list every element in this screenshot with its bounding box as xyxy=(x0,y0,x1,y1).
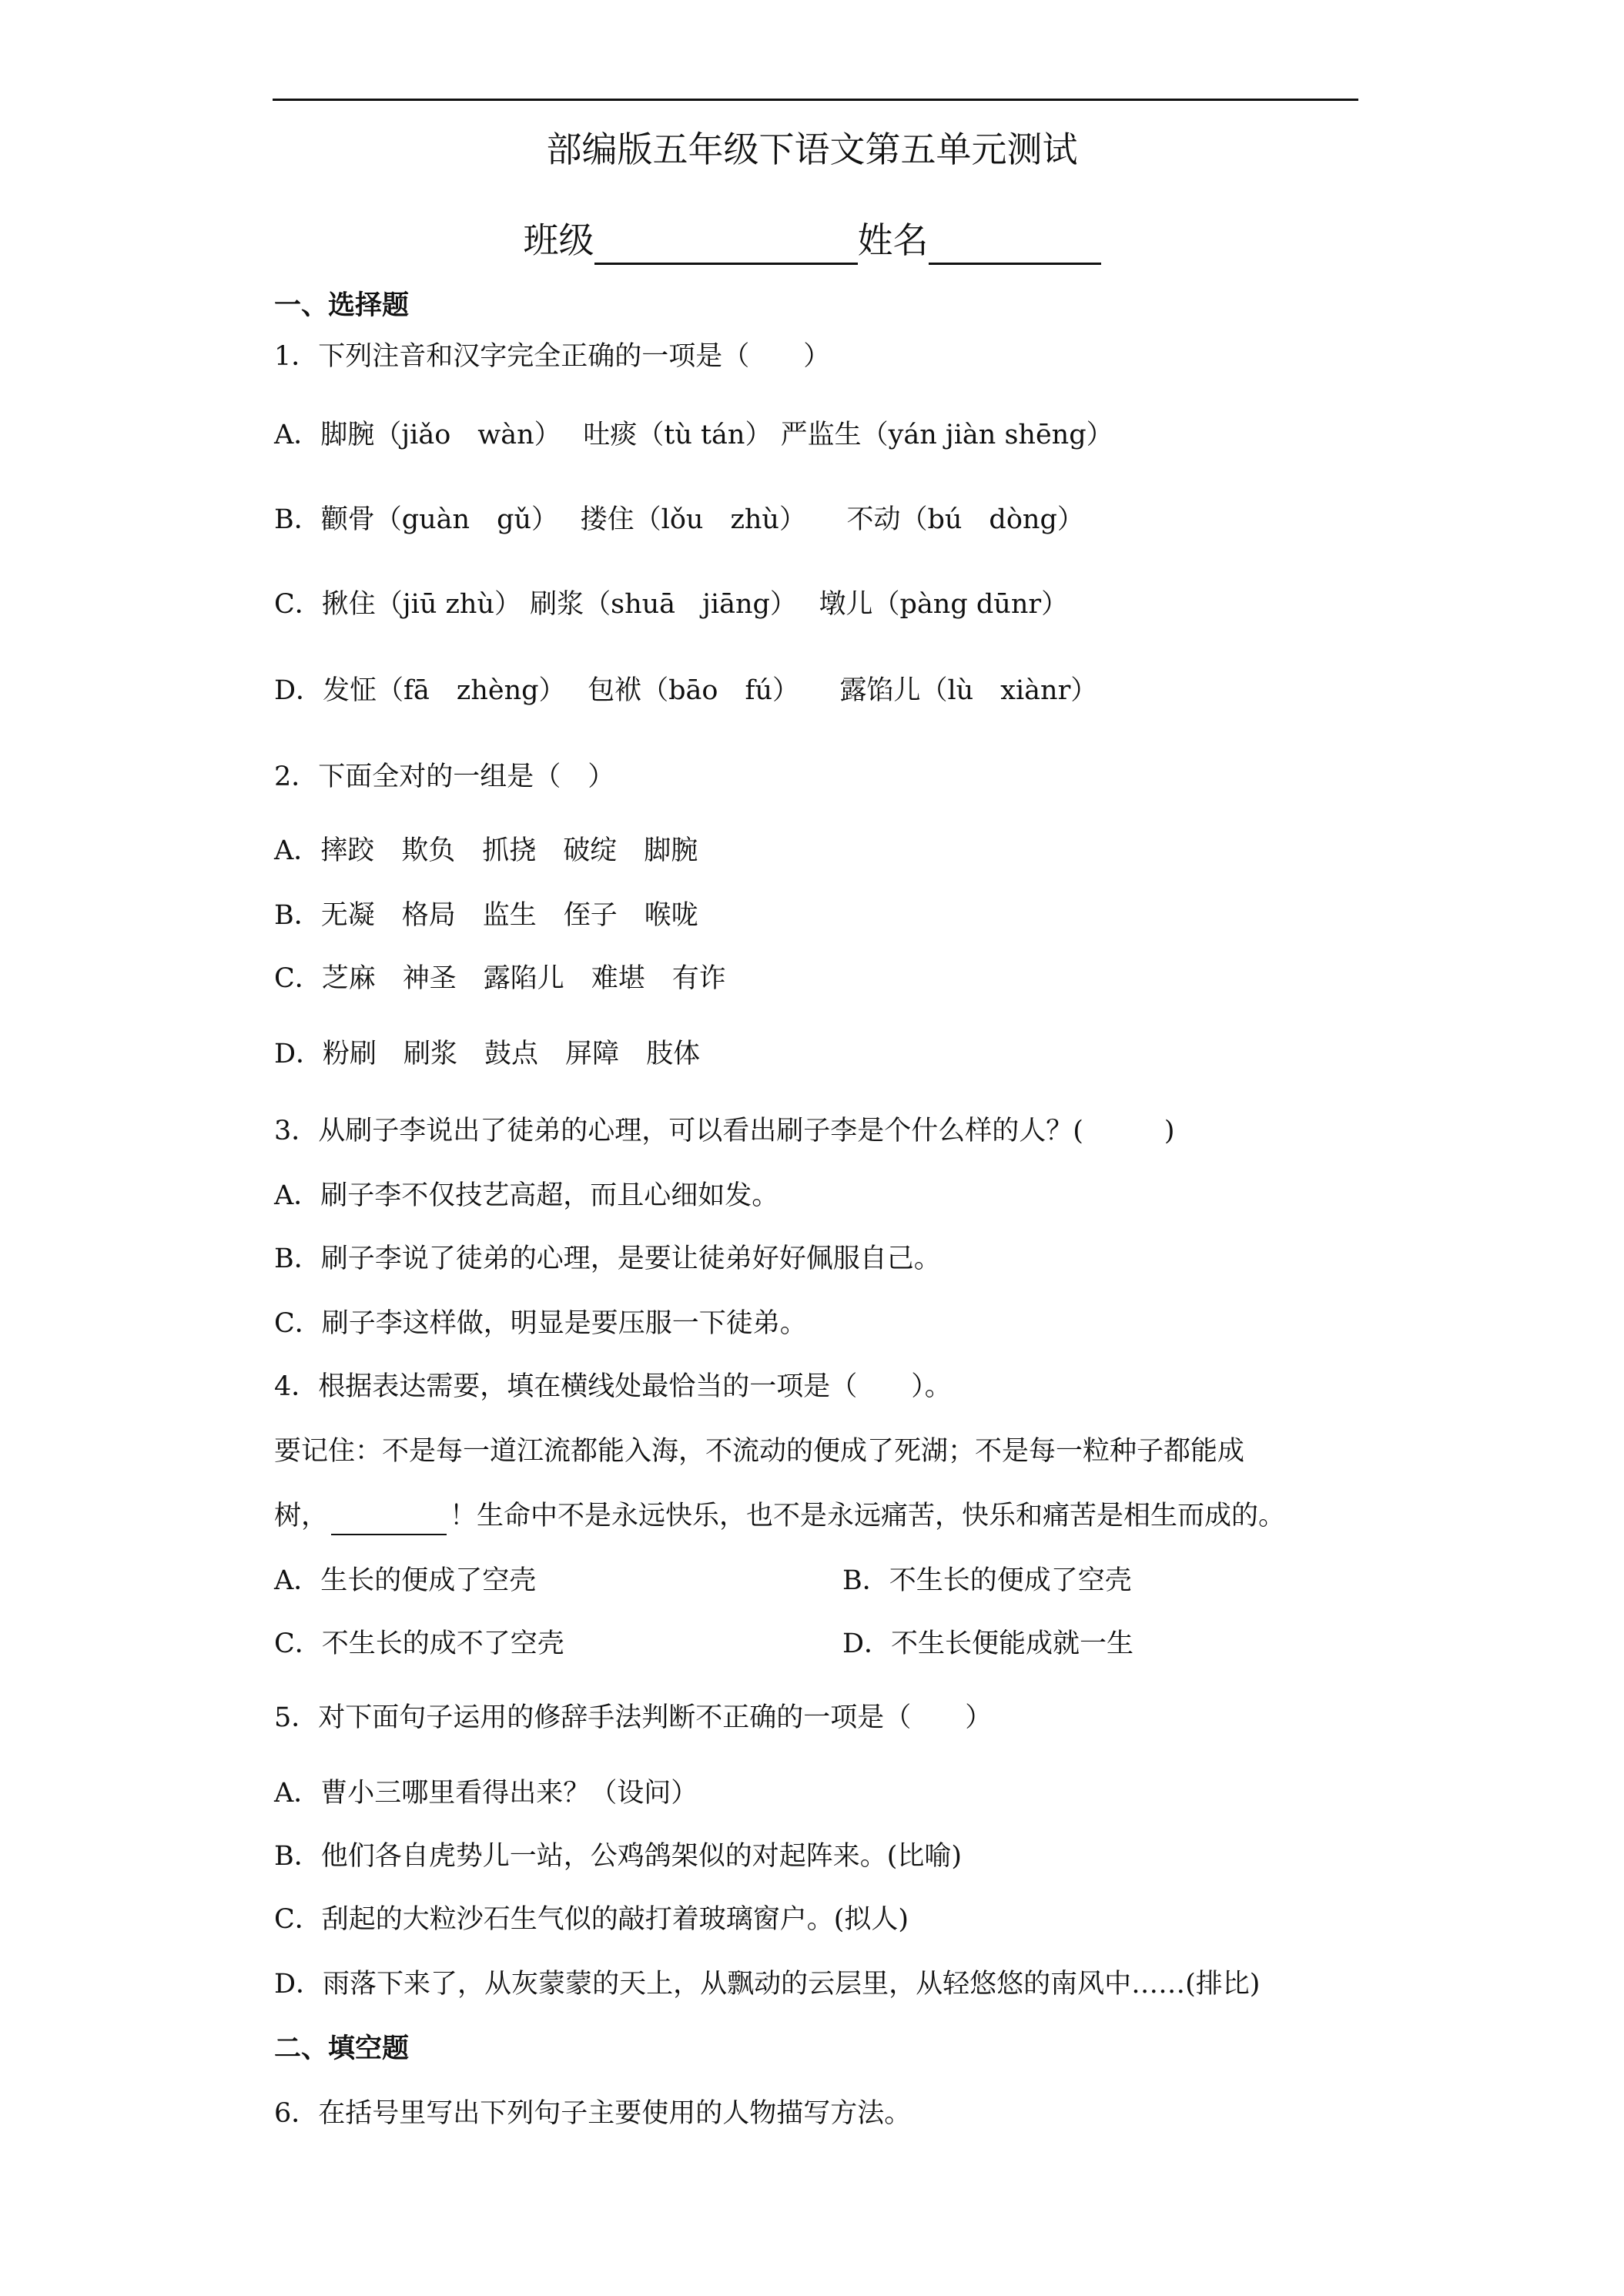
q2-option-a[interactable]: A．摔跤 欺负 抓挠 破绽 脚腕 xyxy=(274,835,698,866)
q5-option-d[interactable]: D．雨落下来了，从灰蒙蒙的天上，从飘动的云层里，从轻悠悠的南风中……(排比) xyxy=(274,1969,1261,2000)
q3-stem: 3．从刷子李说出了徒弟的心理，可以看出刷子李是个什么样的人？( ) xyxy=(274,1116,1175,1146)
q4-option-b[interactable]: B．不生长的便成了空壳 xyxy=(842,1565,1132,1596)
q4-option-a[interactable]: A．生长的便成了空壳 xyxy=(274,1565,537,1596)
q1-stem: 1．下列注音和汉字完全正确的一项是（ ） xyxy=(274,341,831,372)
q4-passage-line1: 要记住：不是每一道江流都能入海，不流动的便成了死湖；不是每一粒种子都能成 xyxy=(274,1436,1245,1467)
q3-option-b[interactable]: B．刷子李说了徒弟的心理，是要让徒弟好好佩服自己。 xyxy=(274,1243,941,1274)
q6-stem: 6．在括号里写出下列句子主要使用的人物描写方法。 xyxy=(274,2098,912,2129)
q2-option-d[interactable]: D．粉刷 刷浆 鼓点 屏障 肢体 xyxy=(274,1039,701,1069)
page-title: 部编版五年级下语文第五单元测试 xyxy=(546,129,1078,170)
q4-option-c[interactable]: C．不生长的成不了空壳 xyxy=(274,1628,564,1659)
name-label: 姓名 xyxy=(857,219,929,261)
student-info-line xyxy=(0,216,1624,265)
q4-passage-after: ！生命中不是永远快乐，也不是永远痛苦，快乐和痛苦是相生而成的。 xyxy=(450,1501,1286,1531)
q2-option-c[interactable]: C．芝麻 神圣 露陷儿 难堪 有诈 xyxy=(274,963,726,994)
class-label: 班级 xyxy=(523,219,594,261)
q4-option-d[interactable]: D．不生长便能成就一生 xyxy=(842,1628,1134,1659)
q4-passage-before: 树， xyxy=(274,1501,329,1531)
q4-stem: 4．根据表达需要，填在横线处最恰当的一项是（ ）。 xyxy=(274,1371,952,1402)
class-blank[interactable] xyxy=(594,223,858,265)
q2-stem: 2．下面全对的一组是（ ） xyxy=(274,761,615,792)
q1-option-b[interactable]: B．颧骨（guàn gǔ） 搂住（lǒu zhù） 不动（bú dòng） xyxy=(274,504,1084,535)
q1-option-c[interactable]: C．揪住（jiū zhù） 刷浆（shuā jiāng） 墩儿（pàng dūnr） xyxy=(274,589,1069,620)
q3-option-a[interactable]: A．刷子李不仅技艺高超，而且心细如发。 xyxy=(274,1180,779,1211)
q1-option-a[interactable]: A．脚腕（jiǎo wàn） 吐痰（tù tán） 严监生（yán jiàn shēng） xyxy=(274,420,1113,450)
q5-option-b[interactable]: B．他们各自虎势儿一站，公鸡鸽架似的对起阵来。(比喻) xyxy=(274,1841,963,1872)
q4-passage-line2 xyxy=(274,1497,1285,1535)
section-heading-choice: 一、选择题 xyxy=(274,290,410,321)
header-rule xyxy=(273,99,1358,101)
q2-option-b[interactable]: B．无凝 格局 监生 侄子 喉咙 xyxy=(274,900,698,931)
q5-stem: 5．对下面句子运用的修辞手法判断不正确的一项是（ ） xyxy=(274,1702,993,1733)
q1-option-d[interactable]: D．发怔（fā zhèng） 包袱（bāo fú） 露馅儿（lù xiànr） xyxy=(274,675,1098,706)
q5-option-a[interactable]: A．曹小三哪里看得出来？（设问） xyxy=(274,1778,698,1809)
q4-fill-blank[interactable] xyxy=(331,1511,447,1535)
name-blank[interactable] xyxy=(929,223,1101,265)
q5-option-c[interactable]: C．刮起的大粒沙石生气似的敲打着玻璃窗户。(拟人) xyxy=(274,1904,909,1935)
q3-option-c[interactable]: C．刷子李这样做，明显是要压服一下徒弟。 xyxy=(274,1308,807,1339)
section-heading-fill: 二、填空题 xyxy=(274,2033,410,2064)
